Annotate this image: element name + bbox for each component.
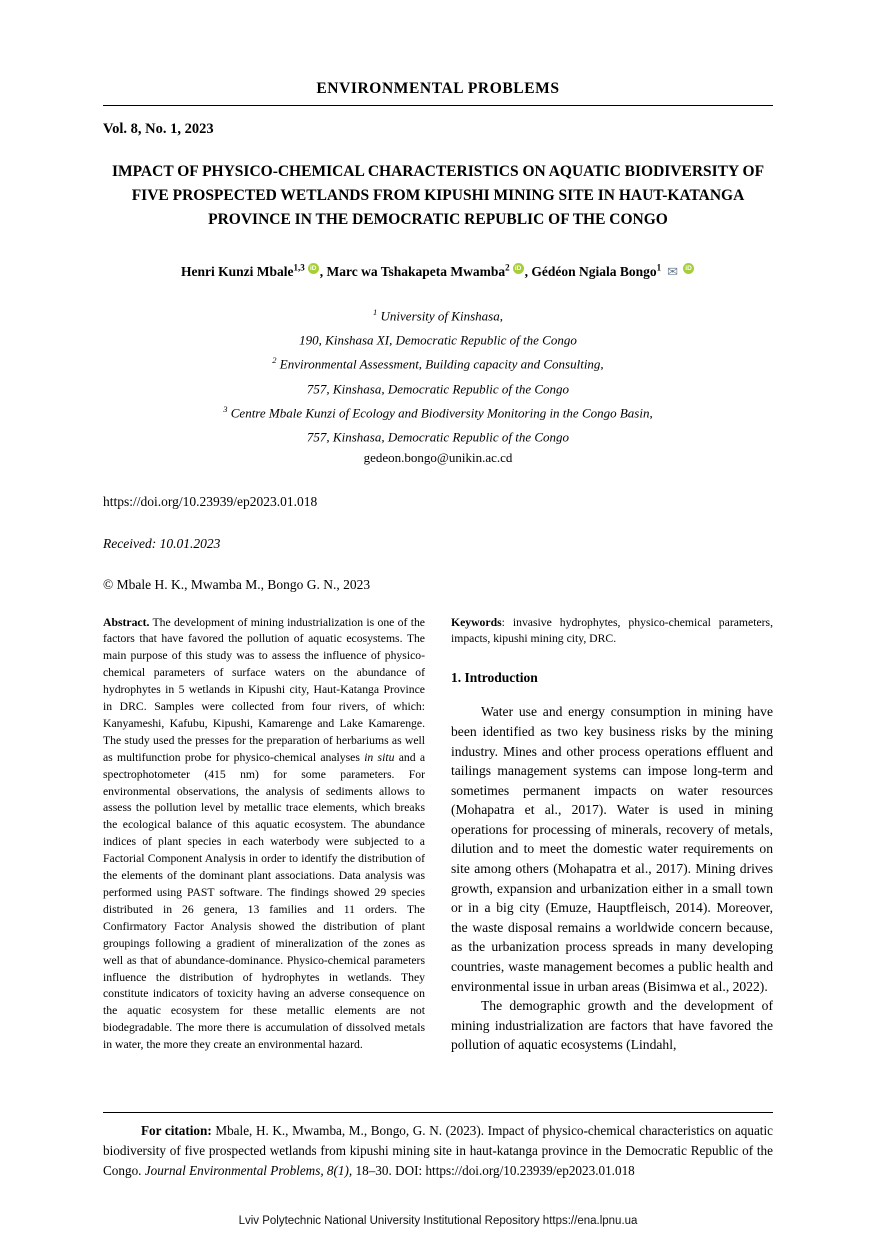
affiliations-block (103, 302, 773, 468)
orcid-icon[interactable]: iD (683, 263, 694, 274)
header-divider (103, 105, 773, 106)
author-separator: , (319, 263, 327, 279)
affiliation-line: $^2$ Environmental Assessment, Building capacity and Consulting, (272, 355, 604, 372)
citation-text-1: Mbale, H. K., Mwamba, M., Bongo, G. N. (2023). Impact of physico-chemical characteristics on aquatic biodiversity of five prospected wetlands from kipushi mining site in haut-katanga province in the Democratic Republic of the Congo. (103, 1123, 773, 1178)
affiliation-line: $^3$ Centre Mbale Kunzi of Ecology and Biodiversity Monitoring in the Congo Basin, (223, 403, 653, 421)
introduction-paragraph-2: The demographic growth and the development of mining industrialization are factors that have favored the pollution of aquatic ecosystems (Lindahl, (451, 998, 773, 1053)
abstract-text-2: and a spectrophotometer (415 nm) for some parameters. For environmental observations, the analysis of sediments allows to assess the pollution level by metallic trace elements, which breaks the ecological balance of this aquatic ecosystem. The abundance indices of plant species in each waterbody were subjected to a Factorial Component Analysis in order to identify the distribution of the elements of the dominant plant associations. Data analysis was performed using PAST software. The findings showed 29 species distributed in 26 genera, 13 families and 11 orders. The Confirmatory Factor Analysis showed the distribution of plant groupings following a gradient of mineralization of the zones as well as that of abundance-dominance. Physico-chemical parameters influence the distribution of hydrophytes in wetlands. They constitute indicators of toxicity having an adverse consequence on the aquatic ecosystem for these metallic elements are not biodegradable. The more there is accumulation of dissolved metals in water, the more they create an environmental hazard. (103, 750, 426, 1052)
affiliation-line: 190, Kinshasa XI, Democratic Republic of the Congo (299, 332, 577, 348)
abstract-text-1: The development of mining industrialization is one of the factors that have favored the pollution of aquatic ecosystems. The main purpose of this study was to assess the influence of physico-chemical parameters of surface waters on the abundance of hydrophytes in 5 wetlands in Kipushi city, Haut-Katanga Province in DRC. Samples were collected from four rivers, of which: Kanyameshi, Kafubu, Kipushi, Kamarenge and Lake Kamarenge. The study used the presses for the preparation of herbariums as well as multifunction probe for physico-chemical analyses (103, 615, 425, 764)
authors-line (103, 262, 773, 280)
affiliation-line: 757, Kinshasa, Democratic Republic of the Congo (306, 380, 570, 396)
author-3-affil-sup: 1 (656, 262, 662, 273)
left-column (103, 615, 425, 1056)
author-2 (326, 264, 531, 279)
abstract-paragraph (103, 615, 425, 1055)
author-3 (531, 264, 695, 279)
for-citation-label: For citation: (141, 1123, 212, 1138)
abstract-label: Abstract. (103, 615, 150, 629)
corresponding-email[interactable]: gedeon.bongo@unikin.ac.cd (363, 449, 513, 465)
citation-text-2: 18–30. DOI: https://doi.org/10.23939/ep2023.01.018 (352, 1163, 635, 1178)
volume-info: Vol. 8, No. 1, 2023 (103, 121, 214, 137)
introduction-paragraph-1: Water use and energy consumption in mining have been identified as two key business risks by the mining industry. Mines and other process operations effluent and tailings management systems can impose long-term and sometimes permanent impacts on water resources (Mohapatra et al., 2017). Water is used in mining operations for processing of minerals, recovery of metals, dilution and to meet the domestic water requirements on site among others (Mohapatra et al., 2017). Mining drives growth, expansion and urbanization either in a small town or in a big city (Emuze, Hauptfleisch, 2014). Moreover, the waste disposal remains a worldwide concern because, as the urbanization process spreads in many developing countries, waste management becomes a public health and environmental issue in urban areas (Bisimwa et al., 2022). (451, 704, 773, 994)
author-3-name: Gédéon Ngiala Bongo (531, 263, 657, 279)
copyright-line: © Mbale H. K., Mwamba M., Bongo G. N., 2023 (103, 576, 371, 592)
received-date: Received: 10.01.2023 (103, 535, 221, 551)
orcid-icon[interactable]: iD (513, 263, 524, 274)
affiliation-line: $^1$ University of Kinshasa, (373, 306, 503, 323)
article-title: IMPACT OF PHYSICO-CHEMICAL CHARACTERISTICS ON AQUATIC BIODIVERSITY OF FIVE PROSPECTED WETLANDS FROM KIPUSHI MINING SITE IN HAUT-KATANGA PROVINCE IN THE DEMOCRATIC REPUBLIC OF THE CONGO (111, 163, 765, 229)
author-1-name: Henri Kunzi Mbale (180, 263, 294, 279)
journal-name: ENVIRONMENTAL PROBLEMS (316, 80, 560, 97)
keywords-paragraph (451, 615, 773, 649)
abstract-italic-term: in situ (364, 750, 395, 764)
author-2-name: Marc wa Tshakapeta Mwamba (326, 263, 506, 279)
email-icon[interactable]: ✉ (667, 263, 679, 279)
section-heading-introduction: 1. Introduction (451, 670, 538, 686)
doi-link[interactable]: https://doi.org/10.23939/ep2023.01.018 (103, 493, 318, 509)
affiliation-line: 757, Kinshasa, Democratic Republic of the Congo (306, 429, 570, 445)
two-column-body (103, 615, 773, 1056)
author-2-affil-sup: 2 (505, 262, 510, 273)
repository-footer[interactable]: Lviv Polytechnic National University Institutional Repository https://ena.lpnu.ua (238, 1215, 638, 1227)
right-column (451, 615, 773, 1056)
citation-journal-name: Journal Environmental Problems, 8(1), (144, 1163, 353, 1178)
keywords-label: Keywords (451, 615, 502, 629)
author-separator: , (524, 263, 532, 279)
orcid-icon[interactable]: iD (308, 263, 319, 274)
author-1 (181, 264, 327, 279)
keywords-text: : invasive hydrophytes, physico-chemical parameters, impacts, kipushi mining city, DRC. (451, 615, 773, 646)
author-1-affil-sup: 1,3 (293, 262, 305, 273)
for-citation-block (103, 1112, 773, 1181)
